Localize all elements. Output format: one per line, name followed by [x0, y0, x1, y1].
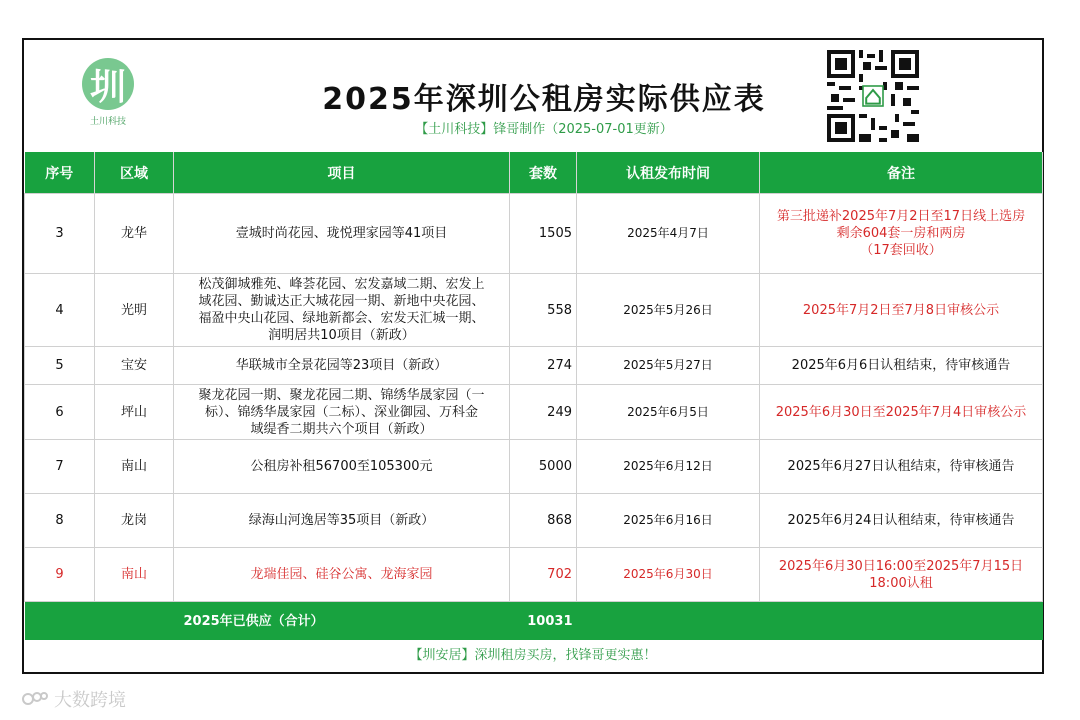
row-count: 868	[510, 494, 577, 548]
row-date: 2025年6月5日	[577, 385, 760, 440]
supply-table-sheet	[22, 38, 1044, 674]
column-header-area: 区域	[95, 152, 174, 194]
page-subtitle: 【土川科技】锋哥制作（2025-07-01更新）	[415, 122, 673, 137]
column-header-note: 备注	[760, 152, 1043, 194]
row-area: 龙岗	[95, 494, 174, 548]
row-note	[760, 194, 1043, 274]
table-row	[25, 274, 1043, 347]
row-project-line: 润明居共10项目（新政）	[268, 328, 415, 343]
row-no: 8	[25, 494, 95, 548]
total-count: 10031	[510, 602, 577, 641]
row-note	[760, 548, 1043, 602]
row-note: 2025年6月30日至2025年7月4日审核公示	[760, 385, 1043, 440]
column-header-no: 序号	[25, 152, 95, 194]
row-area: 坪山	[95, 385, 174, 440]
row-note: 2025年6月6日认租结束，待审核通告	[760, 347, 1043, 385]
header	[24, 40, 1042, 152]
page-title: 2025年深圳公租房实际供应表	[322, 82, 766, 117]
row-area: 南山	[95, 440, 174, 494]
logo-text: 土川科技	[89, 117, 126, 127]
total-spacer	[95, 602, 174, 641]
row-project: 公租房补租56700至105300元	[174, 440, 510, 494]
watermark-logo-icon	[22, 689, 48, 709]
table-header-row	[25, 152, 1043, 194]
column-header-date: 认租发布时间	[577, 152, 760, 194]
row-note-line: （17套回收）	[860, 243, 942, 258]
row-no: 9	[25, 548, 95, 602]
total-row	[25, 602, 1043, 641]
row-project: 华联城市全景花园等23项目（新政）	[174, 347, 510, 385]
row-note: 2025年6月24日认租结束，待审核通告	[760, 494, 1043, 548]
table-row	[25, 440, 1043, 494]
row-count: 1505	[510, 194, 577, 274]
row-note: 2025年6月27日认租结束，待审核通告	[760, 440, 1043, 494]
row-date: 2025年5月26日	[577, 274, 760, 347]
row-project-line: 标）、锦绣华晟家园（二标）、深业御园、万科金	[204, 404, 478, 420]
watermark	[22, 686, 126, 712]
row-project-line: 松茂御城雅苑、峰荟花园、宏发嘉域二期、宏发上	[198, 277, 485, 292]
row-project: 壹城时尚花园、珑悦理家园等41项目	[174, 194, 510, 274]
table-row	[25, 385, 1043, 440]
column-header-project: 项目	[174, 152, 510, 194]
row-no: 7	[25, 440, 95, 494]
watermark-text: 大数跨境	[54, 690, 126, 711]
row-count: 702	[510, 548, 577, 602]
qr-code-icon	[827, 50, 919, 142]
row-no: 4	[25, 274, 95, 347]
row-project-line: 聚龙花园一期、聚龙花园二期、锦绣华晟家园（一	[198, 387, 485, 403]
column-header-count: 套数	[510, 152, 577, 194]
footer-slogan: 【圳安居】深圳租房买房，找锋哥更实惠！	[409, 648, 657, 663]
row-date: 2025年6月12日	[577, 440, 760, 494]
row-count: 249	[510, 385, 577, 440]
row-note-line: 第三批递补2025年7月2日至17日线上选房	[776, 209, 1026, 224]
row-project-line: 域花园、勤诚达正大城花园一期、新地中央花园、	[198, 294, 485, 309]
row-note-line: 2025年6月30日16:00至2025年7月15日	[778, 558, 1024, 574]
table-row	[25, 494, 1043, 548]
row-area: 宝安	[95, 347, 174, 385]
row-area: 光明	[95, 274, 174, 347]
row-area: 南山	[95, 548, 174, 602]
total-spacer	[577, 602, 760, 641]
table-row	[25, 194, 1043, 274]
row-area: 龙华	[95, 194, 174, 274]
logo-char: 圳	[89, 66, 126, 108]
row-note: 2025年7月2日至7月8日审核公示	[760, 274, 1043, 347]
row-project	[174, 274, 510, 347]
total-spacer	[760, 602, 1043, 641]
row-project	[174, 385, 510, 440]
table-row	[25, 347, 1043, 385]
row-date: 2025年6月30日	[577, 548, 760, 602]
row-no: 5	[25, 347, 95, 385]
row-no: 3	[25, 194, 95, 274]
row-date: 2025年6月16日	[577, 494, 760, 548]
row-note-line: 剩余604套一房和两房	[836, 226, 966, 241]
total-label: 2025年已供应（合计）	[174, 602, 510, 641]
row-project-line: 域缇香二期共六个项目（新政）	[250, 421, 433, 437]
row-note-line: 18:00认租	[869, 575, 933, 591]
row-count: 274	[510, 347, 577, 385]
table-row	[25, 548, 1043, 602]
brand-logo	[82, 58, 134, 110]
row-project: 龙瑞佳园、硅谷公寓、龙海家园	[174, 548, 510, 602]
row-date: 2025年4月7日	[577, 194, 760, 274]
row-count: 558	[510, 274, 577, 347]
row-date: 2025年5月27日	[577, 347, 760, 385]
supply-table	[24, 152, 1043, 640]
row-project-line: 福盈中央山花园、绿地新都会、宏发天汇城一期、	[198, 311, 485, 326]
row-no: 6	[25, 385, 95, 440]
total-spacer	[25, 602, 95, 641]
row-project: 绿海山河逸居等35项目（新政）	[174, 494, 510, 548]
row-count: 5000	[510, 440, 577, 494]
